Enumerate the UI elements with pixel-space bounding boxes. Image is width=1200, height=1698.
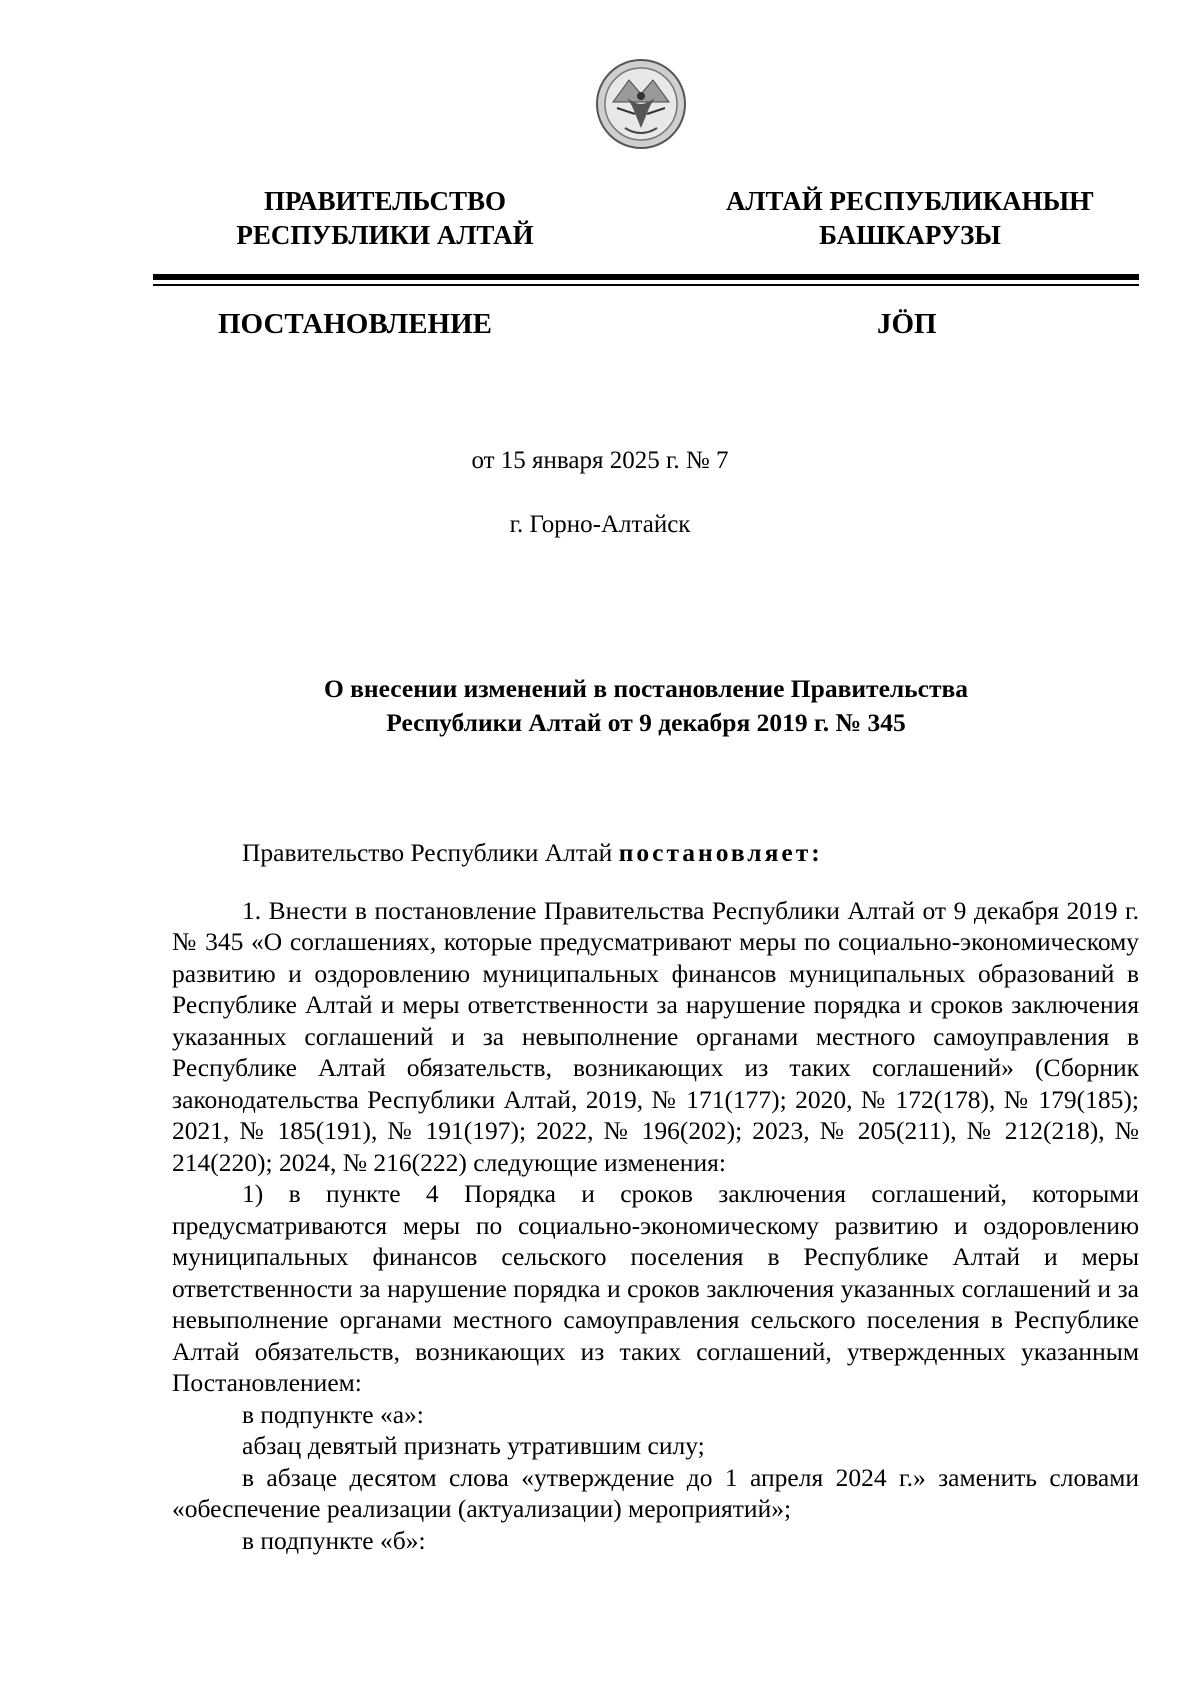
body-paragraph-2: 1) в пункте 4 Порядка и сроков заключения соглашений, которыми предусматриваются меры по социально-экономическому развитию и оздоровлению муниципальных финансов сельского поселения в Республике Алтай и меры ответственности за нарушение порядка и сроков заключения указанных соглашений и за невыполнение органами местного самоуправления сельского поселения в Республике Алтай обязательств, возникающих из таких соглашений, утвержденных указанным Постановлением: bbox=[172, 1179, 1139, 1397]
body-paragraph-6: в подпункте «б»: bbox=[242, 1525, 426, 1555]
government-name-altai bbox=[700, 184, 1120, 252]
document-title-line2: Республики Алтай от 9 декабря 2019 г. № 345 bbox=[386, 708, 906, 737]
body-paragraph-1: 1. Внести в постановление Правительства Республики Алтай от 9 декабря 2019 г. № 345 «О соглашениях, которые предусматривают меры по социально-экономическому развитию и оздоровлению муниципальных финансов муниципальных образований в Республике Алтай и меры ответственности за нарушение порядка и сроков заключения указанных соглашений и за невыполнение органами местного самоуправления в Республике Алтай обязательств, возникающих из таких соглашений» (Сборник законодательства Республики Алтай, 2019, № 171(177); 2020, № 172(178), № 179(185); 2021, № 185(191), № 191(197); 2022, № 196(202); 2023, № 205(211), № 212(218), № 214(220); 2024, № 216(222) следующие изменения: bbox=[172, 895, 1139, 1177]
government-name-altai-line2: БАШКАРУЗЫ bbox=[819, 220, 1001, 250]
header-divider-thin bbox=[153, 284, 1139, 286]
document-date-number: от 15 января 2025 г. № 7 bbox=[471, 447, 729, 474]
document-title-line1: О внесении изменений в постановление Правительства bbox=[323, 674, 969, 703]
header-divider-thick bbox=[153, 274, 1139, 280]
document-kind-russian: ПОСТАНОВЛЕНИЕ bbox=[218, 308, 493, 340]
document-title bbox=[153, 672, 1139, 740]
document-city: г. Горно-Алтайск bbox=[509, 511, 691, 538]
intro-prefix: Правительство Республики Алтай bbox=[242, 838, 619, 867]
body-paragraph-3: в подпункте «а»: bbox=[242, 1399, 424, 1429]
government-name-line2: РЕСПУБЛИКИ АЛТАЙ bbox=[236, 220, 534, 250]
document-kind-altai: JÖП bbox=[877, 308, 937, 340]
government-name-altai-line1: АЛТАЙ РЕСПУБЛИКАНЫҤ bbox=[725, 186, 1095, 216]
government-name-russian bbox=[205, 184, 565, 252]
government-name-line1: ПРАВИТЕЛЬСТВО bbox=[263, 186, 507, 216]
body-paragraph-5: в абзаце десятом слова «утверждение до 1 апреля 2024 г.» заменить словами «обеспечение реализации (актуализации) мероприятий»; bbox=[172, 1462, 1139, 1523]
document-body bbox=[172, 837, 1139, 1556]
intro-paragraph bbox=[172, 837, 1139, 869]
republic-altai-coat-of-arms-icon bbox=[595, 58, 687, 150]
body-paragraph-4: абзац девятый признать утратившим силу; bbox=[242, 1431, 705, 1460]
intro-emphasis: постановляет: bbox=[618, 838, 823, 867]
